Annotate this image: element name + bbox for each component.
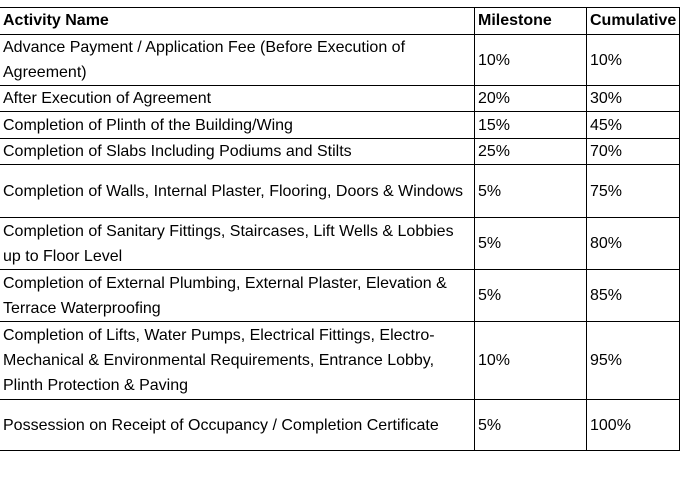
milestone-cell: 10% <box>475 322 587 400</box>
cumulative-cell: 30% <box>587 86 680 112</box>
activity-cell: Completion of External Plumbing, External Plaster, Elevation & Terrace Waterproofing <box>0 270 475 322</box>
cumulative-cell: 80% <box>587 218 680 270</box>
cumulative-cell: 75% <box>587 165 680 218</box>
milestone-cell: 20% <box>475 86 587 112</box>
milestone-cell: 5% <box>475 400 587 451</box>
activity-cell: Completion of Sanitary Fittings, Staircases, Lift Wells & Lobbies up to Floor Level <box>0 218 475 270</box>
milestone-cell: 15% <box>475 112 587 139</box>
cumulative-cell: 70% <box>587 139 680 165</box>
table-row <box>0 270 680 322</box>
table-row <box>0 86 680 112</box>
table-row <box>0 322 680 400</box>
table-row <box>0 400 680 451</box>
cumulative-cell: 10% <box>587 35 680 86</box>
milestone-cell: 5% <box>475 270 587 322</box>
table-row <box>0 139 680 165</box>
header-activity-name: Activity Name <box>0 8 475 35</box>
milestone-cell: 10% <box>475 35 587 86</box>
activity-cell: Completion of Plinth of the Building/Wing <box>0 112 475 139</box>
table-row <box>0 218 680 270</box>
table-row <box>0 112 680 139</box>
cumulative-cell: 85% <box>587 270 680 322</box>
milestone-cell: 5% <box>475 165 587 218</box>
milestone-cell: 25% <box>475 139 587 165</box>
activity-cell: Possession on Receipt of Occupancy / Completion Certificate <box>0 400 475 451</box>
activity-cell: Completion of Slabs Including Podiums and Stilts <box>0 139 475 165</box>
activity-cell: Advance Payment / Application Fee (Before Execution of Agreement) <box>0 35 475 86</box>
cumulative-cell: 45% <box>587 112 680 139</box>
milestone-cell: 5% <box>475 218 587 270</box>
table-header-row <box>0 8 680 35</box>
activity-cell: After Execution of Agreement <box>0 86 475 112</box>
header-cumulative: Cumulative <box>587 8 680 35</box>
table-row <box>0 35 680 86</box>
activity-cell: Completion of Lifts, Water Pumps, Electrical Fittings, Electro-Mechanical & Environmental Requirements, Entrance Lobby, Plinth Protection & Paving <box>0 322 475 400</box>
cumulative-cell: 100% <box>587 400 680 451</box>
table-row <box>0 165 680 218</box>
cumulative-cell: 95% <box>587 322 680 400</box>
header-milestone: Milestone <box>475 8 587 35</box>
activity-cell: Completion of Walls, Internal Plaster, Flooring, Doors & Windows <box>0 165 475 218</box>
payment-schedule-table <box>0 7 680 451</box>
